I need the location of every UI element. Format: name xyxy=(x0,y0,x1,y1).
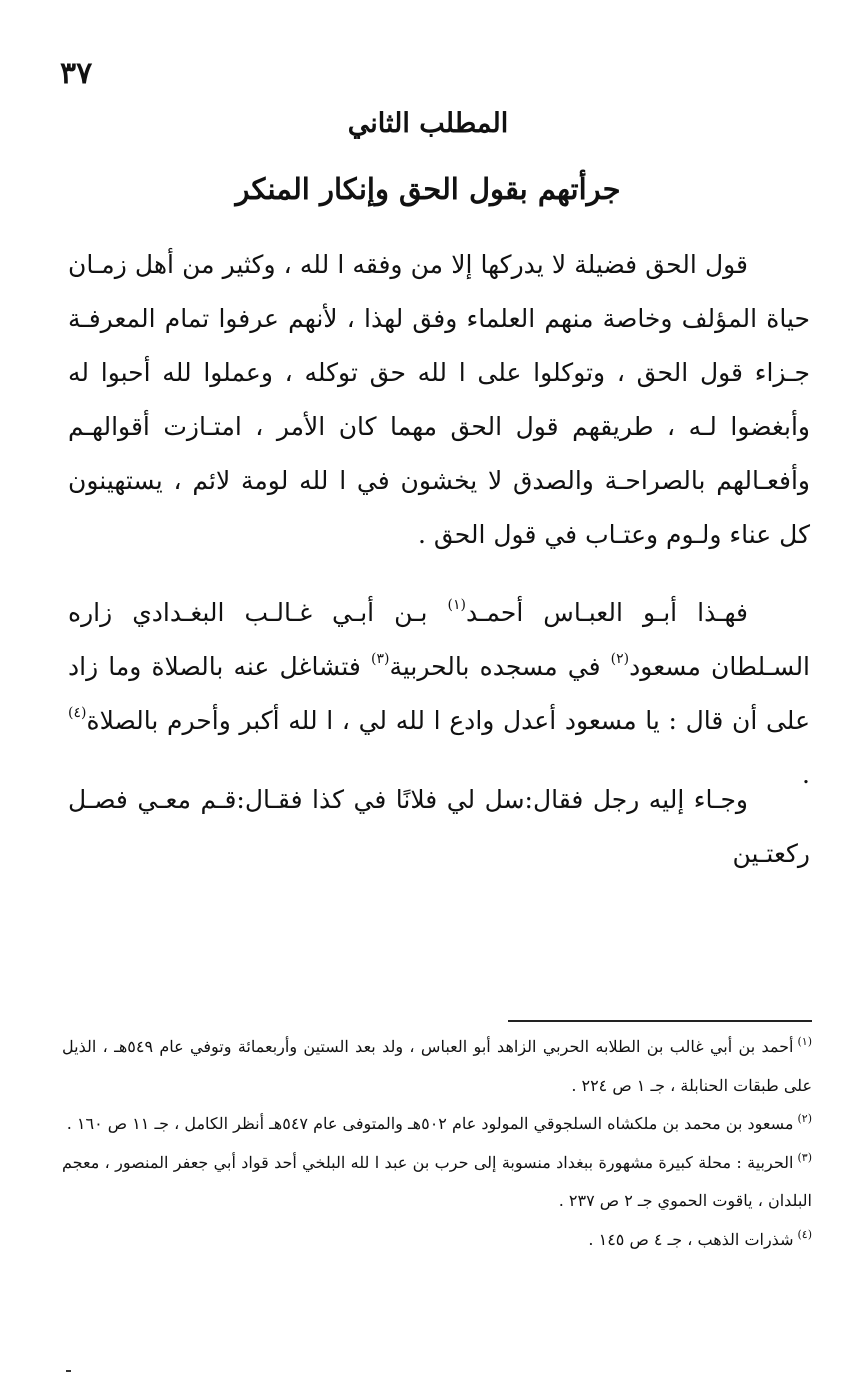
footnote-text: مسعود بن محمد بن ملكشاه السلجوقي المولود عام ٥٠٢هـ والمتوفى عام ٥٤٧هـ أنظر الكامل ، جـ ١١ ص ١٦٠ . xyxy=(66,1114,794,1133)
scan-speck xyxy=(66,1370,71,1372)
section-subtitle: جرأتهم بقول الحق وإنكار المنكر xyxy=(235,172,621,206)
page-number: ٣٧ xyxy=(60,56,93,91)
paragraph-2-segment-5: . xyxy=(802,760,810,789)
paragraph-3-text: وجـاء إليه رجل فقال:سل لي فلانًا في كذا فقـال:قـم معـي فصـل ركعتـين xyxy=(68,785,810,868)
paragraph-1-text: قول الحق فضيلة لا يدركها إلا من وفقه ا لله ، وكثير من أهل زمـان حياة المؤلف وخاصة منهم العلماء وفق لهذا ، لأنهم عرفوا تمام المعرفـة جـزاء قول الحق ، وتوكلوا على ا لله حق توكله ، وعملوا لله أحبوا له وأبغضوا لـه ، طريقهم قول الحق مهما كان الأمر ، امتـازت أقوالهـم وأفعـالهم بالصراحـة والصدق لا يخشون في ا لله لومة لائم ، يستهينون كل عناء ولـوم وعتـاب في قول الحق . xyxy=(68,250,810,549)
paragraph-2 xyxy=(68,586,810,802)
footnote-separator xyxy=(508,1020,812,1022)
paragraph-2-segment-1: فهـذا أبـو العبـاس أحمـد xyxy=(465,598,748,627)
footnote-reference-3: (٣) xyxy=(370,651,390,667)
footnote-text: أحمد بن أبي غالب بن الطلابه الحربي الزاهد أبو العباس ، ولد بعد الستين وأربعمائة وتوفي عام ٥٤٩هـ ، الذيل على طبقات الحنابلة ، جـ ١ ص ٢٢٤ . xyxy=(62,1037,812,1095)
paragraph-1 xyxy=(68,238,810,562)
footnote-1 xyxy=(62,1028,812,1105)
footnote-2 xyxy=(62,1105,812,1144)
section-title: المطلب الثاني xyxy=(347,108,509,139)
footnote-number: (٤) xyxy=(797,1227,812,1241)
footnote-reference-4: (٤) xyxy=(68,705,87,721)
paragraph-2-segment-3: في مسجده بالحربية xyxy=(389,652,611,681)
footnote-number: (٢) xyxy=(797,1112,812,1125)
paragraph-3 xyxy=(68,773,810,881)
paragraph-2-segment-4: فتشاغل عنه بالصلاة وما زاد على أن قال : يا مسعود أعدل وادع ا لله لي ، ا لله أكبر وأحرم بالصلاة xyxy=(68,652,810,735)
paragraph-2-segment-2: بـن أبـي غـالـب البغـدادي زاره السـلطان مسعود xyxy=(68,598,811,681)
footnote-reference-1: (١) xyxy=(447,597,466,613)
footnote-4 xyxy=(62,1221,812,1260)
footnote-number: (٣) xyxy=(797,1150,813,1164)
footnotes xyxy=(62,1028,812,1259)
footnote-text: الحربية : محلة كبيرة مشهورة ببغداد منسوبة إلى حرب بن عبد ا لله البلخي أحد قواد أبي جعفر المنصور ، معجم البلدان ، ياقوت الحموي جـ ٢ ص ٢٣٧ . xyxy=(62,1152,812,1210)
footnote-reference-2: (٢) xyxy=(610,651,630,667)
footnote-3 xyxy=(62,1144,812,1221)
footnote-text: شذرات الذهب ، جـ ٤ ص ١٤٥ . xyxy=(588,1229,794,1249)
footnote-number: (١) xyxy=(797,1035,813,1048)
